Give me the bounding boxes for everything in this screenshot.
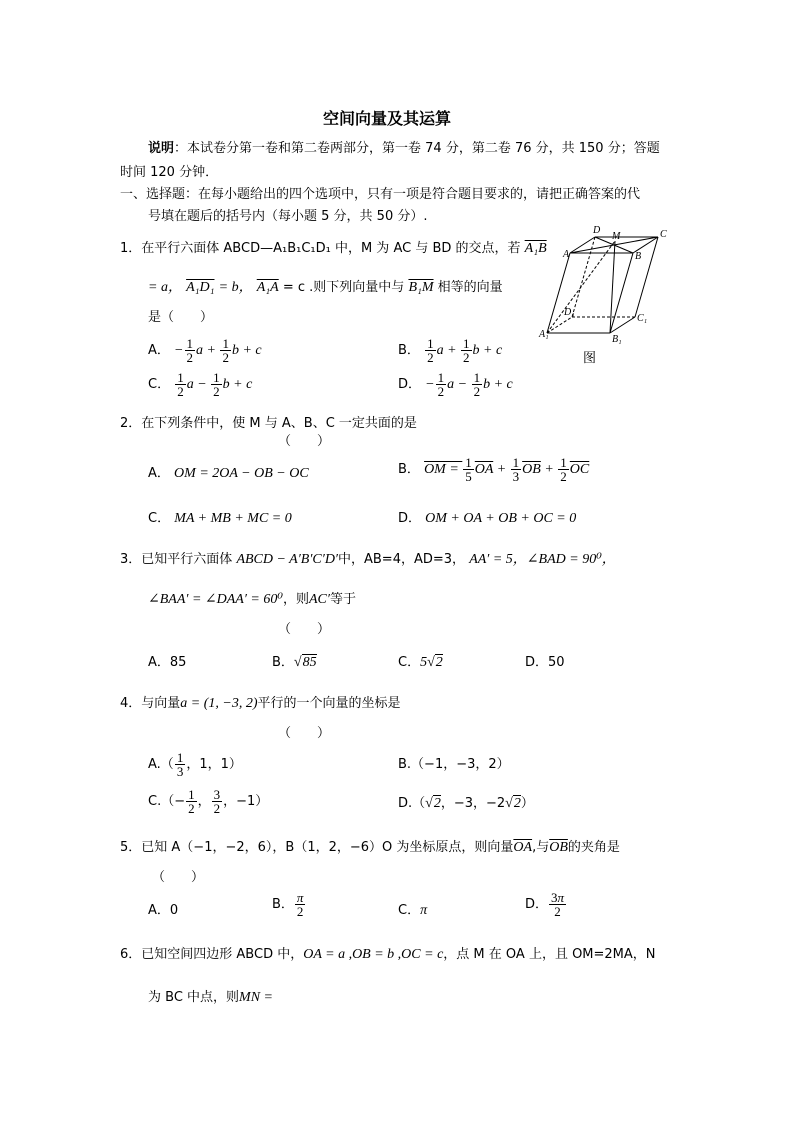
fig-label-a: A <box>563 249 570 260</box>
q1-option-a: A． − $\frac{1}{2}$ a + $\frac{1}{2}$ b + c <box>148 336 262 365</box>
q3-text-2: 中，AB=4，AD=3， <box>338 552 466 567</box>
q3-angle-condition: ∠BAA′ = ∠DAA′ = 60⁰ <box>148 592 283 607</box>
q5-line-1 <box>120 836 620 856</box>
q5-answer-paren: （ ） <box>152 870 205 885</box>
q3-option-c: C．5√2 <box>398 655 443 670</box>
q1-vector-b1m: B₁M <box>408 280 434 295</box>
fig-label-a1: A₁ <box>539 329 549 340</box>
q1-option-d: D． − $\frac{1}{2}$ a − $\frac{1}{2}$ b + c <box>398 370 513 399</box>
q3-option-b-value: 85 <box>302 655 317 670</box>
intro-line-2: 时间 120 分钟． <box>120 165 219 180</box>
q2-option-c-expr: MA + MB + MC = 0 <box>174 511 292 526</box>
q2-option-d-expr: OM + OA + OB + OC = 0 <box>425 511 577 526</box>
intro-label: 说明 <box>148 141 175 156</box>
q3-option-c-coef: 5 <box>420 655 428 670</box>
q4-option-c-pre: C.（− <box>148 794 186 809</box>
q3-math-2: AA′ = 5，∠BAD = 90⁰， <box>469 552 616 567</box>
fig-label-c: C <box>660 229 667 240</box>
q4-answer-paren: （ ） <box>278 726 331 741</box>
q2-option-b-label: B． <box>398 462 420 477</box>
q5-option-d: D． $\frac{3\pi}{2}$ <box>525 890 565 919</box>
q2-option-a-label: A． <box>148 466 170 481</box>
q2-option-d-label: D． <box>398 511 422 526</box>
q6-text-2: ，点 M 在 OA 上，且 OM=2MA，N <box>443 947 656 962</box>
q5-number: 5． <box>120 840 142 855</box>
fig-label-c1: C₁ <box>637 313 648 324</box>
fig-label-d1: D₁ <box>564 307 575 318</box>
q1-text: 在平行六面体 ABCD—A₁B₁C₁D₁ 中，M 为 AC 与 BD 的交点，若 <box>141 241 521 256</box>
q6-number: 6． <box>120 947 142 962</box>
q2-option-b-lhs: OM = <box>424 462 463 477</box>
q5-option-d-label: D． <box>525 897 549 912</box>
q2-option-b: B． OM = $\frac{1}{5}$ $\overline{OA}$ + $\frac{1}{3}$ $\overline{OB}$ + $\frac{1}{2}$ $\overline{OC}$ <box>398 455 590 484</box>
q6-line-2 <box>148 986 273 1006</box>
section-line-1: 一、选择题：在每小题给出的四个选项中，只有一项是符合题目要求的，请把正确答案的代 <box>120 187 641 202</box>
q1-option-c-label: C． <box>148 377 171 392</box>
q3-text-1: 已知平行六面体 <box>141 552 233 567</box>
q5-option-c-label: C． <box>398 903 421 918</box>
q1-number: 1． <box>120 241 142 256</box>
q3-math-1: ABCD − A′B′C′D′ <box>236 552 338 567</box>
q4-option-d-mid: ，−3，−2 <box>440 796 506 811</box>
q1-t2: = a， <box>148 280 182 295</box>
q2-number: 2． <box>120 416 142 431</box>
figure-caption: 图 <box>583 351 597 365</box>
q4-text-1: 与向量 <box>141 696 181 711</box>
q4-option-a: A.（ $\frac{1}{3}$ ，1，1） <box>148 750 242 779</box>
q3-option-d: D．50 <box>525 655 565 670</box>
q5-vector-oa: $\overline{OA}$ <box>513 840 533 855</box>
q4-option-d-post: ） <box>520 796 534 811</box>
q4-option-d-pre: D.（ <box>398 796 426 811</box>
q2-line-1 <box>120 412 417 431</box>
q5-text-2: ,与 <box>532 840 550 855</box>
q4-option-d: D.（√2，−3，−2√2） <box>398 796 534 811</box>
q4-option-c: C.（− $\frac{1}{2}$ ， $\frac{3}{2}$ ，−1） <box>148 787 269 816</box>
q5-option-b-label: B． <box>272 897 294 912</box>
q4-option-b: B.（−1，−3，2） <box>398 757 510 772</box>
fig-label-d: D <box>593 225 601 236</box>
q3-diagonal: AC′ <box>308 592 330 607</box>
q5-option-b: B． $\frac{\pi}{2}$ <box>272 890 304 919</box>
q1-t4: = c .则下列向量中与 <box>282 280 405 295</box>
q1-option-d-label: D． <box>398 377 422 392</box>
q2-option-a <box>148 462 309 482</box>
q5-option-c-value: π <box>420 903 428 918</box>
q3-option-c-label: C． <box>398 655 421 670</box>
q1-line-3: 是（ ） <box>148 310 214 325</box>
q5-text-3: 的夹角是 <box>567 840 620 855</box>
q6-line-1 <box>120 943 656 963</box>
q3-answer-paren: （ ） <box>278 622 331 637</box>
q4-option-a-pre: A.（ <box>148 757 174 772</box>
q1-line-2 <box>148 276 503 296</box>
q1-option-a-label: A． <box>148 343 170 358</box>
q6-text-1: 已知空间四边形 ABCD 中， <box>141 947 304 962</box>
q1-vector-a1d1: A₁D₁ <box>186 280 215 295</box>
q3-line-2-text: ，则 <box>282 592 309 607</box>
q4-line-1 <box>120 692 401 712</box>
q5-vector-ob: $\overline{OB}$ <box>549 840 568 855</box>
q2-option-d <box>398 507 576 527</box>
q2-answer-paren: （ ） <box>278 434 331 449</box>
fig-label-b: B <box>635 251 642 262</box>
q1-line-1 <box>120 237 547 257</box>
intro-text-1: ：本试卷分第一卷和第二卷两部分，第一卷 74 分，第二卷 76 分，共 150 分；答题 <box>174 141 660 156</box>
q5-text: 已知 A（−1，−2，6），B（1，2，−6）O 为坐标原点，则向量 <box>141 840 514 855</box>
q4-number: 4． <box>120 696 142 711</box>
parallelepiped-figure <box>535 225 685 365</box>
q3-option-b: B．√85 <box>272 655 317 670</box>
q4-option-c-mid: ， <box>197 794 211 809</box>
q6-vectors: OA = a ,OB = b ,OC = c <box>303 947 444 962</box>
q3-line-2-text-2: 等于 <box>329 592 356 607</box>
q5-option-a: A．0 <box>148 903 179 918</box>
q2-option-c <box>148 507 292 527</box>
q1-t5: 相等的向量 <box>437 280 503 295</box>
q1-option-b-label: B． <box>398 343 420 358</box>
q4-vector: a = (1, −3, 2) <box>180 696 258 711</box>
q4-text-2: 平行的一个向量的坐标是 <box>257 696 401 711</box>
q3-number: 3． <box>120 552 142 567</box>
q3-line-2 <box>148 588 356 608</box>
page-title: 空间向量及其运算 <box>323 109 452 128</box>
q6-vector-mn: MN = <box>239 990 273 1005</box>
q3-option-a: A．85 <box>148 655 187 670</box>
q5-option-c <box>398 899 427 919</box>
q1-t3: = b， <box>218 280 253 295</box>
q1-vector-a1b: A₁B <box>524 241 547 256</box>
q2-text: 在下列条件中，使 M 与 A、B、C 一定共面的是 <box>141 416 417 431</box>
q3-option-c-root: 2 <box>435 655 443 670</box>
section-line-2: 号填在题后的括号内（每小题 5 分，共 50 分）. <box>148 209 428 224</box>
q4-option-c-post: ，−1） <box>223 794 269 809</box>
fig-label-b1: B₁ <box>612 334 622 345</box>
fig-label-m: M <box>612 231 621 242</box>
q1-option-b: B． $\frac{1}{2}$ a + $\frac{1}{2}$ b + c <box>398 336 503 365</box>
q1-vector-a1a: A₁A <box>256 280 279 295</box>
q6-line-2-text: 为 BC 中点，则 <box>148 990 240 1005</box>
q3-line-1 <box>120 548 616 568</box>
q1-option-c: C． $\frac{1}{2}$ a − $\frac{1}{2}$ b + c <box>148 370 253 399</box>
q2-option-a-expr: OM = 2OA − OB − OC <box>174 466 309 481</box>
q4-option-a-post: ，1，1） <box>186 757 242 772</box>
intro-line-1 <box>148 137 660 156</box>
q2-option-c-label: C． <box>148 511 171 526</box>
q3-option-b-label: B． <box>272 655 294 670</box>
